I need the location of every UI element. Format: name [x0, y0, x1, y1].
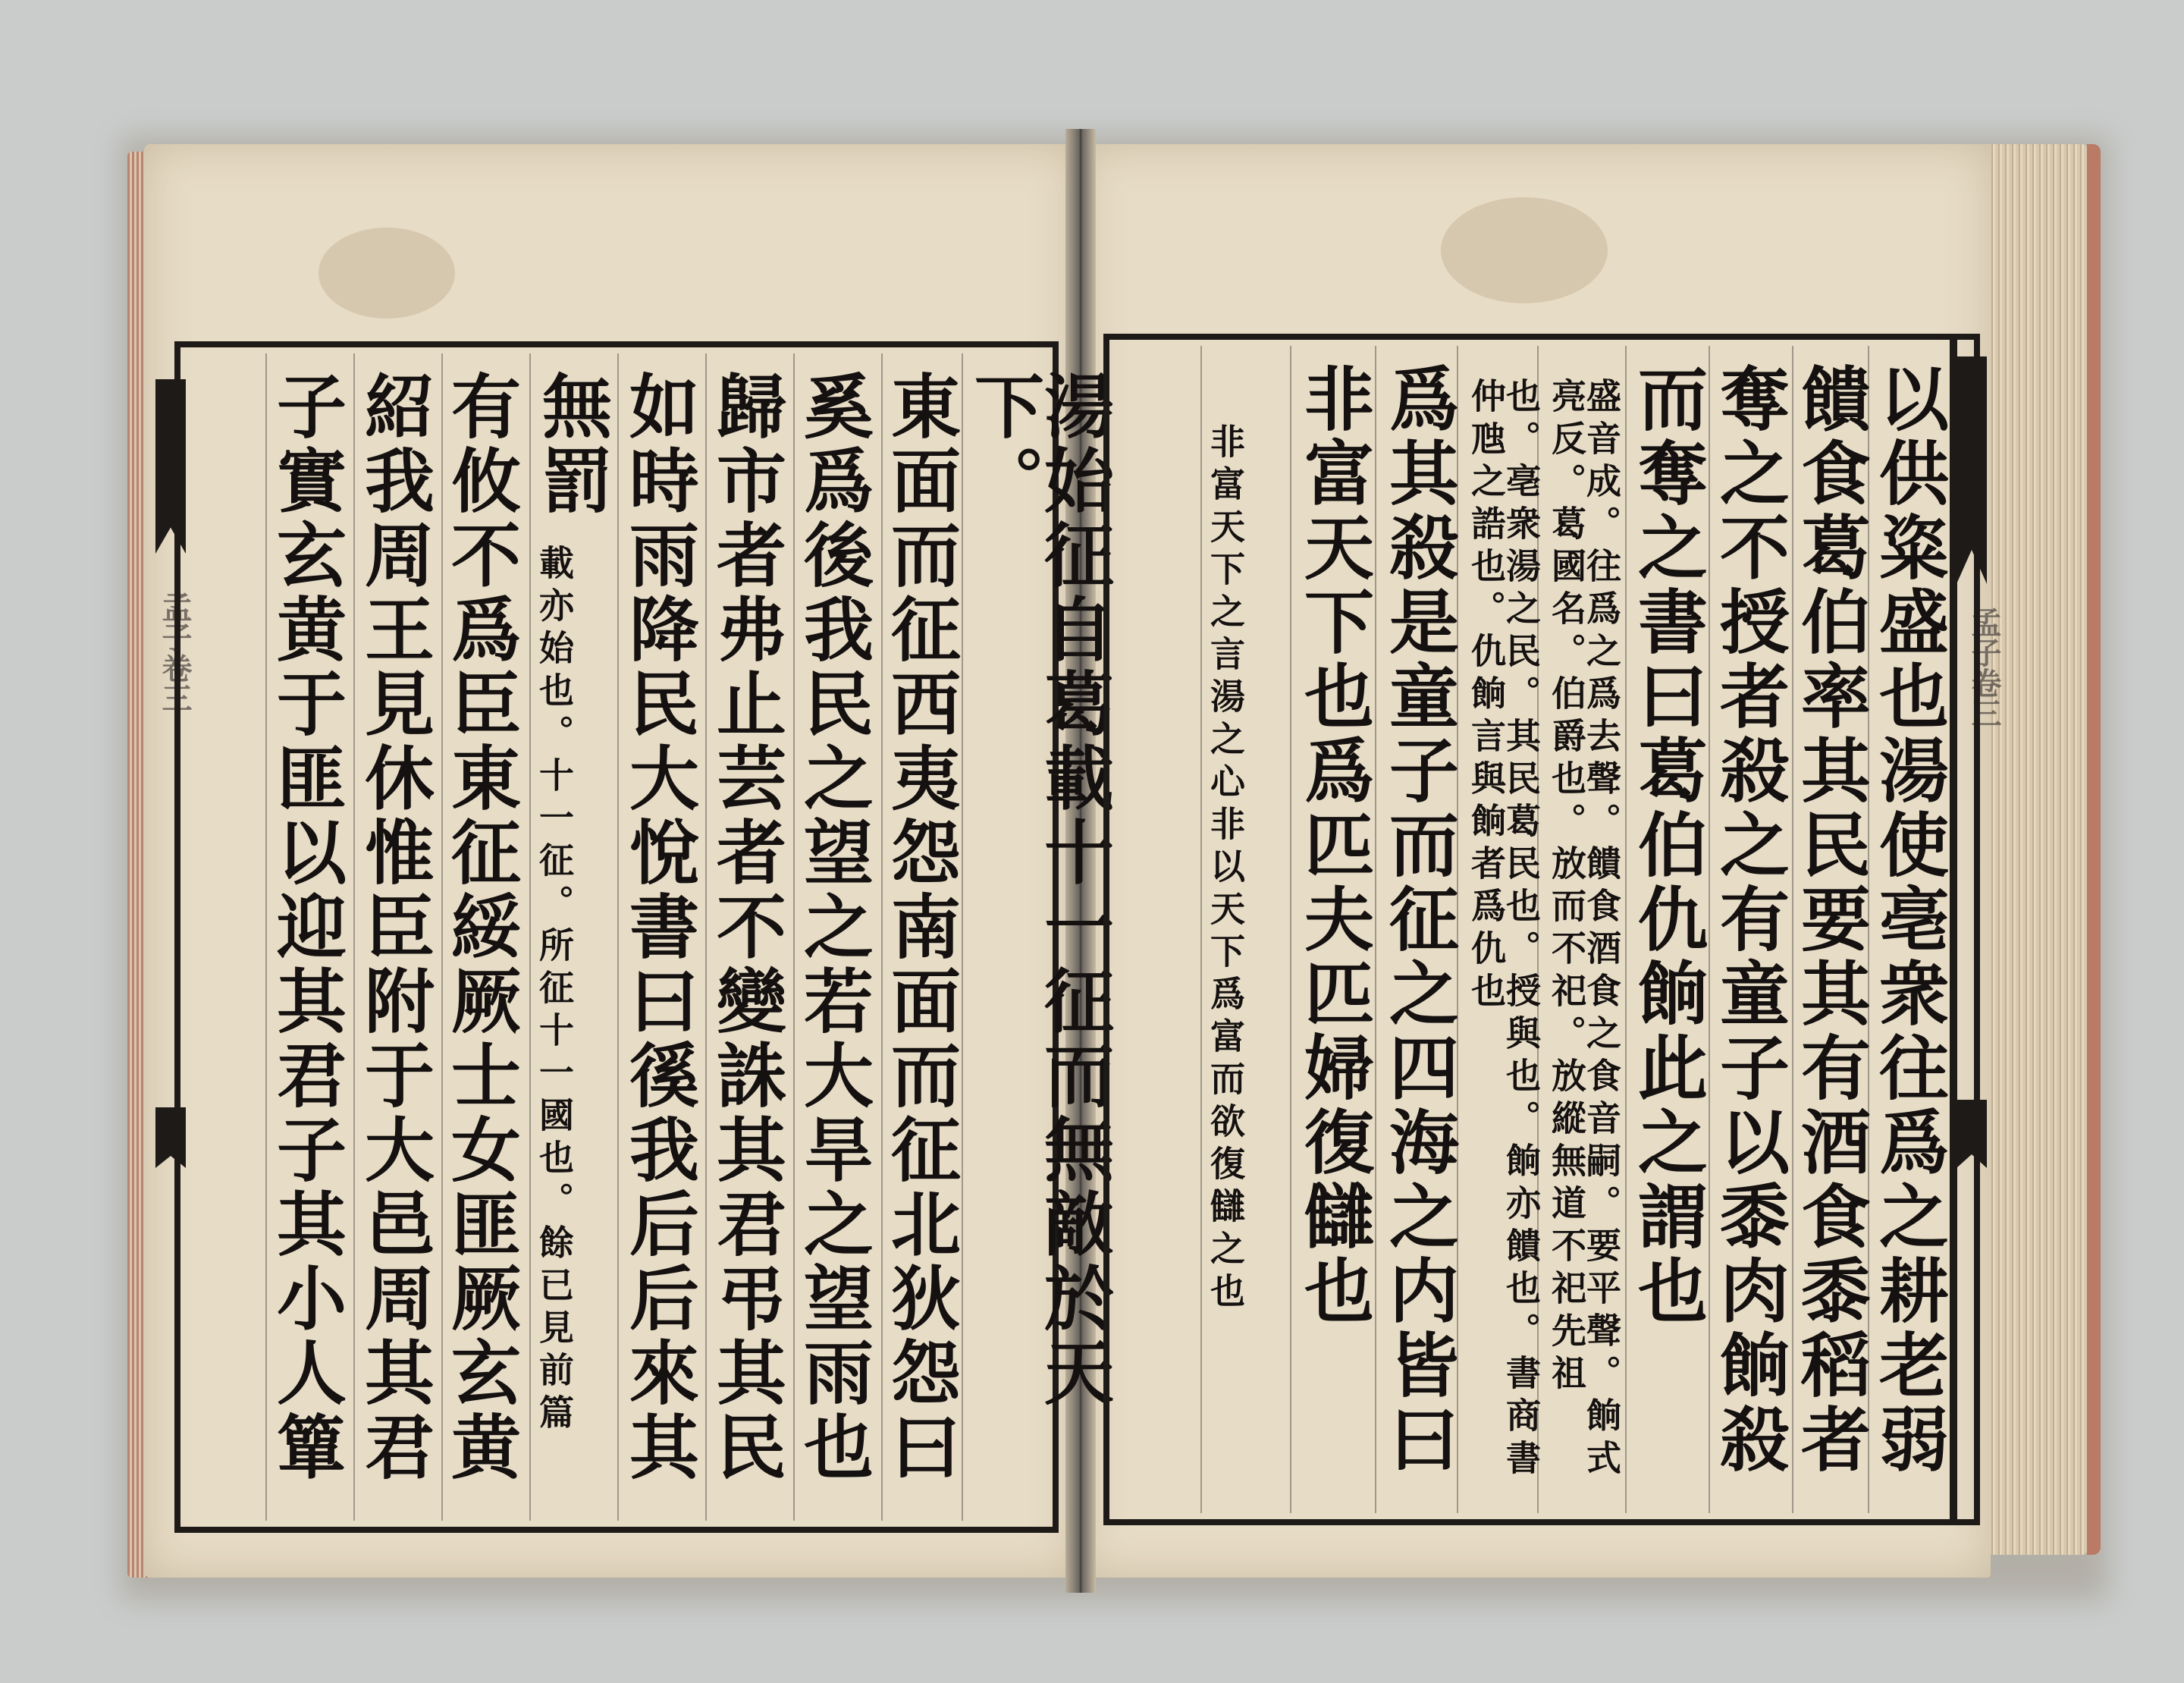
commentary-column: 盛音成。往爲之爲去聲。饋食酒食之食音嗣。要平聲。餉式亮反。葛國名。伯爵也。放而不祀。放縱無道不祀先祖 — [1546, 378, 1622, 1482]
text-column: 奚爲後我民之望之若大旱之望雨也 — [792, 370, 874, 1485]
text-column: 而奪之書曰葛伯仇餉此之謂也 — [1627, 363, 1709, 1329]
text-column: 東面而征西夷怨南面而征北狄怨曰 — [880, 370, 962, 1485]
text-column: 奪之不授者殺之有童子以黍肉餉殺 — [1709, 363, 1790, 1477]
paper-stain — [1441, 197, 1608, 303]
text-column: 有攸不爲臣東征綏厥士女匪厥玄黄 — [440, 370, 522, 1485]
page-stack-edge — [1988, 144, 2087, 1555]
right-margin-label: 孟子卷三 — [1966, 607, 2002, 728]
text-column: 爲其殺是童子而征之四海之内皆曰 — [1378, 363, 1460, 1477]
commentary-column: 載亦始也。十一征。所征十一國也。餘已見前篇 — [534, 545, 575, 1437]
text-column: 無罰 — [531, 370, 613, 519]
text-column: 歸市者弗止芸者不變誅其君弔其民 — [705, 370, 787, 1485]
text-column: 饋食葛伯率其民要其有酒食黍稻者 — [1790, 363, 1872, 1477]
text-column: 紹我周王見休惟臣附于大邑周其君 — [353, 370, 435, 1485]
text-column: 非富天下也爲匹夫匹婦復讎也 — [1293, 363, 1375, 1329]
text-column: 以供粢盛也湯使亳衆往爲之耕老弱 — [1868, 363, 1950, 1477]
text-column: 如時雨降民大悅書曰徯我后后來其 — [618, 370, 700, 1485]
commentary-column: 非富天下之言湯之心非以天下爲富而欲復讎之也 — [1205, 423, 1246, 1315]
left-margin-label: 孟子卷三 — [157, 592, 193, 713]
text-column: 湯始征自葛載十一征而無敵於天下。 — [963, 370, 1115, 1411]
text-column: 子實玄黄于匪以迎其君子其小人簞 — [265, 370, 347, 1485]
paper-stain — [318, 228, 455, 319]
commentary-column: 也。亳衆湯之民。其民葛民也。授與也。餉亦饋也。書商書仲虺之誥也。仇餉言與餉者爲仇也 — [1466, 378, 1542, 1482]
right-text-frame — [1103, 334, 1980, 1525]
left-text-frame — [174, 341, 1115, 1533]
